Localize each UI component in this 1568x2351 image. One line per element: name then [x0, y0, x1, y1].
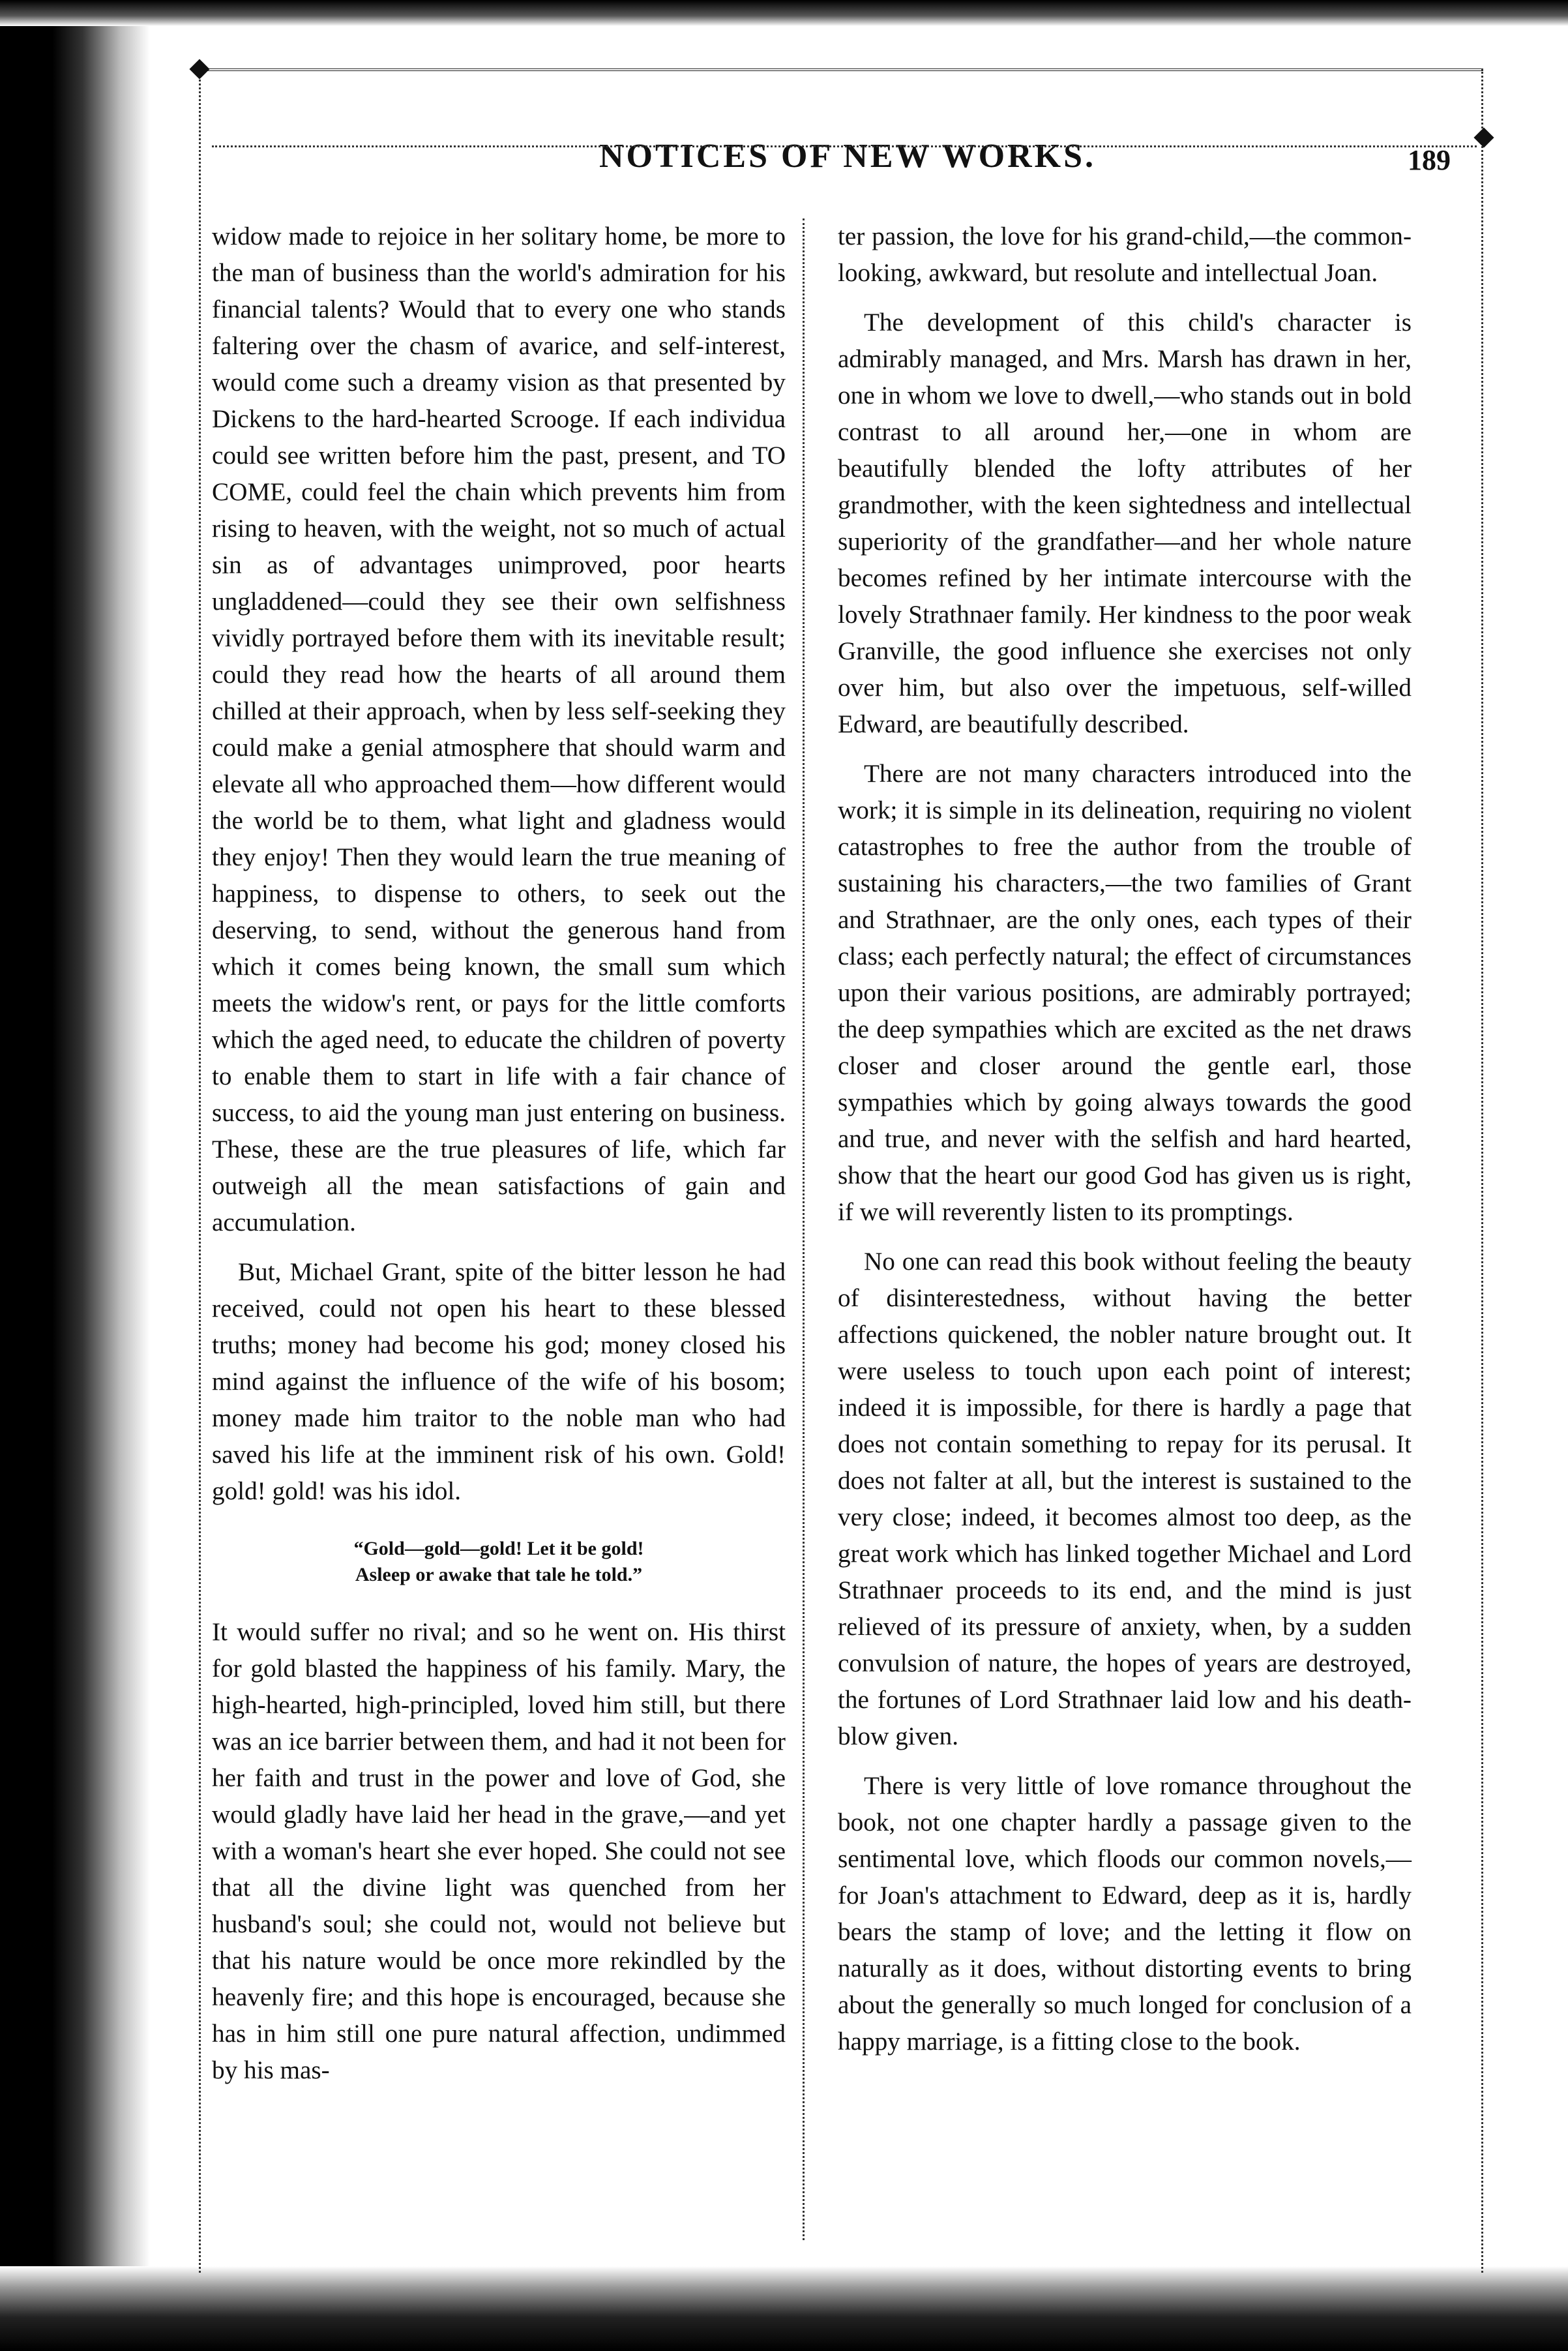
bottom-edge-shadow	[0, 2266, 1568, 2351]
book-page	[186, 68, 1483, 2273]
quote-line: “Gold—gold—gold! Let it be gold!	[353, 1538, 644, 1559]
running-head: NOTICES OF NEW WORKS.	[599, 138, 1097, 175]
paragraph: There is very little of love romance throughout the book, not one chapter hardly a passage given to the sentimental love, which floods our common novels,—for Joan's attachment to Edward, deep as it is, hardly bears the stamp of love; and the letting it flow on naturally as it does, without distorting events to bring about the generally so much longed for conclusion of a happy marriage, is a fitting close to the book.	[838, 1772, 1412, 2056]
quote-line: Asleep or awake that tale he told.”	[355, 1564, 643, 1585]
binding-shadow	[0, 0, 150, 2351]
paragraph: No one can read this book without feeling the beauty of disinterestedness, without having the better affections quickened, the nobler nature brought out. It were useless to touch upon each point of interest; indeed it is impossible, for there is hardly a page that does not contain something to repay for its perusal. It does not falter at all, but the interest is sustained to the very close; indeed, it becomes almost too deep, as the great work which has linked together Michael and Lord Strathnaer proceeds to its end, and the mind is just relieved of its pressure of anxiety, when, by a sudden convulsion of nature, the hopes of years are destroyed, the fortunes of Lord Strathnaer laid low and his death-blow given.	[838, 1248, 1412, 1750]
page-frame-right	[1481, 68, 1483, 2273]
corner-ornament-icon	[1473, 127, 1494, 147]
paragraph: widow made to rejoice in her solitary home, be more to the man of business than the world's admiration for his financial talents? Would that to every one who stands faltering over the chasm of avarice, and self-interest, would come such a dreamy vision as that presented by Dickens to the hard-hearted Scrooge. If each individua could see written before him the past, present, and TO COME, could feel the chain which prevents him from rising to heaven, with the weight, not so much of actual sin as of advantages unimproved, poor hearts ungladdened—could they see their own selfishness vividly portrayed before them with its inevitable result; could they read how the hearts of all around them chilled at their approach, when by less self-seeking they could make a genial atmosphere that should warm and elevate all who approached them—how different would the world be to them, what light and gladness would they enjoy! Then they would learn the true meaning of happiness, to dispense to others, to seek out the deserving, to send, without the generous hand from which it comes being known, the small sum which meets the widow's rent, or pays for the little comforts which the aged need, to educate the children of poverty to enable them to start in life with a fair chance of success, to aid the young man just entering on business. These, these are the true pleasures of life, which far outweigh all the mean satisfactions of gain and accumulation.	[212, 222, 786, 1236]
paragraph: ter passion, the love for his grand-child,—the common-looking, awkward, but resolute and intellectual Joan.	[838, 222, 1412, 287]
paragraph: There are not many characters introduced into the work; it is simple in its delineation, requiring no violent catastrophes to free the author from the trouble of sustaining his characters,—the two families of Grant and Strathnaer, are the only ones, each types of their class; each perfectly natural; the effect of circumstances upon their various positions, are admirably portrayed; the deep sympathies which are excited as the net draws closer and closer around the gentle earl, those sympathies which by going always towards the good and true, and never with the selfish and hard hearted, show that the heart our good God has given us is right, if we will reverently listen to its promptings.	[838, 760, 1412, 1226]
left-column	[212, 218, 786, 2102]
page-number: 189	[1408, 144, 1451, 176]
header-rule	[212, 145, 1477, 147]
page-frame-top	[199, 68, 1483, 72]
page-header	[225, 137, 1470, 189]
corner-ornament-icon	[189, 59, 209, 79]
paragraph: The development of this child's character is admirably managed, and Mrs. Marsh has drawn in her, one in whom we love to dwell,—who stands out in bold contrast to all around her,—one in whom are beautifully blended the lofty attributes of her grandmother, with the keen sightedness and intellectual superiority of the grandfather—and her whole nature becomes refined by her intimate intercourse with the lovely Strathnaer family. Her kindness to the poor weak Granville, the good influence she exercises not only over him, but also over the impetuous, self-willed Edward, are beautifully described.	[838, 308, 1412, 738]
page-frame-left	[199, 68, 201, 2273]
right-column	[838, 218, 1412, 2073]
column-divider	[803, 218, 805, 2240]
verse-quote	[212, 1536, 786, 1588]
top-edge-shadow	[0, 0, 1568, 26]
paragraph: It would suffer no rival; and so he went on. His thirst for gold blasted the happiness of his family. Mary, the high-hearted, high-principled, loved him still, but there was an ice barrier between them, and had it not been for her faith and trust in the power and love of God, she would gladly have laid her head in the grave,—and yet with a woman's heart she ever hoped. She could not see that all the divine light was quenched from her husband's soul; she could not, would not believe but that his nature would be once more rekindled by the heavenly fire; and this hope is encouraged, because she has in him still one pure natural affection, undimmed by his mas-	[212, 1618, 786, 2084]
paragraph: But, Michael Grant, spite of the bitter lesson he had received, could not open his heart to these blessed truths; money had become his god; money closed his mind against the influence of the wife of his bosom; money made him traitor to the noble man who had saved his life at the imminent risk of his own. Gold! gold! gold! was his idol.	[212, 1258, 786, 1505]
